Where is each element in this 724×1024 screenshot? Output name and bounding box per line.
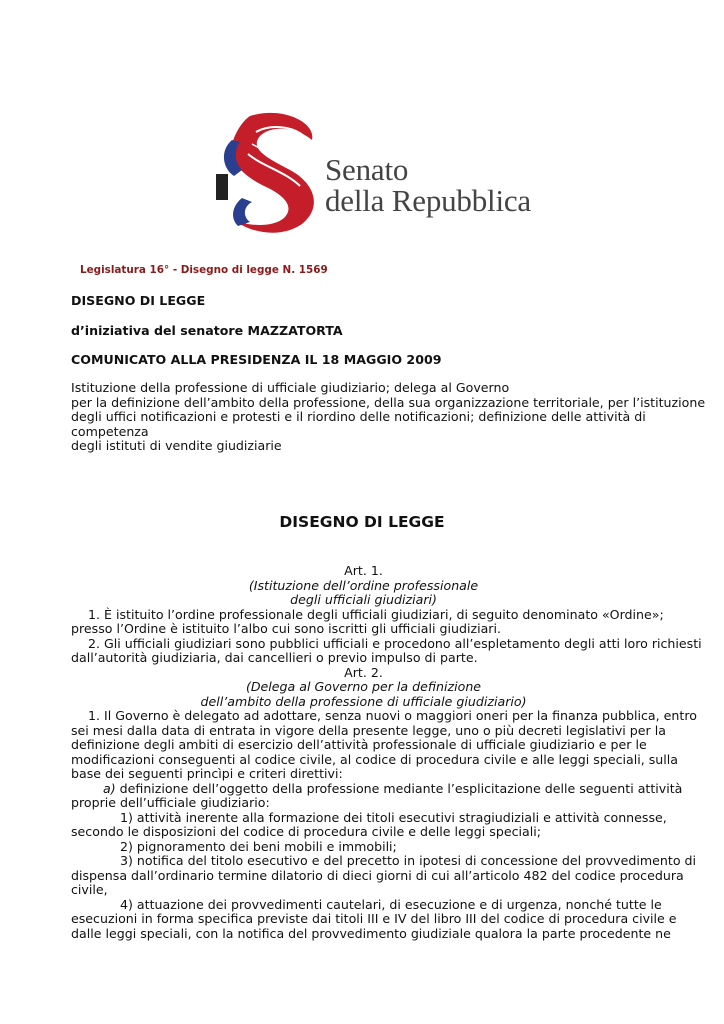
art2-p1: 1. Il Governo è delegato ad adottare, senza nuovi o maggiori oneri per la finanza pubblica, entro [88,708,697,723]
art2-subtitle: (Delega al Governo per la definizione [245,679,482,694]
item-2: 2) pignoramento dei beni mobili e immobili; [120,838,397,854]
initiative-line: d’iniziativa del senatore MAZZATORTA [71,323,343,338]
item-3: 3) notifica del titolo esecutivo e del precetto in ipotesi di concessione del provvedimento di [120,853,697,868]
summary-line: per la definizione dell’ambito della professione, della sua organizzazione territoriale, per l’istituzione [71,394,706,410]
art2-p1: sei mesi dalla data di entrata in vigore della presente legge, uno o più decreti legislativi per la [71,722,666,738]
senato-logo [212,110,532,238]
item-3: dispensa dall’ordinario termine dilatorio di dieci giorni di cui all’articolo 482 del codice procedura [71,867,684,883]
item-4: 4) attuazione dei provvedimenti cautelari, di esecuzione e di urgenza, nonché tutte le [120,896,662,912]
item-4: esecuzioni in forma specifica previste dai titoli III e IV del libro III del codice di procedura civile e [71,911,677,926]
letter-a-label: a) [103,780,116,796]
art2-p1: modificazioni conseguenti al codice civile, al codice di procedura civile e alle leggi speciali, sulla [71,751,678,767]
letter-a-text: definizione dell’oggetto della professione mediante l’esplicitazione delle seguenti attività [115,780,683,796]
logo-senato: Senato [325,152,409,187]
articles [71,563,702,941]
art1-p2: dall’autorità giudiziaria, dai cancellieri o previo impulso di parte. [71,650,478,665]
legislature-line: Legislatura 16° - Disegno di legge N. 1569 [80,264,328,276]
art2-subtitle: dell’ambito della professione di ufficiale giudiziario) [200,693,527,709]
item-3: civile, [71,882,108,897]
art1-p1: 1. È istituito l’ordine professionale degli ufficiali giudiziari, di seguito denominato «Ordine»; [88,606,664,622]
bill-summary [71,380,706,454]
art2-heading: Art. 2. [344,664,383,680]
art1-p1: presso l’Ordine è istituito l’albo cui sono iscritti gli ufficiali giudiziari. [71,621,501,636]
art2-p1: base dei seguenti princìpi e criteri direttivi: [71,766,343,781]
art1-p2: 2. Gli ufficiali giudiziari sono pubblici ufficiali e procedono all’espletamento degli atti loro richiesti [88,635,702,651]
item-4: dalle leggi speciali, con la notifica del provvedimento giudiziale qualora la parte procedente ne [71,925,671,941]
item-1: 1) attività inerente alla formazione dei titoli esecutivi stragiudiziali e attività connesse, [120,809,667,825]
letter-a [71,780,683,797]
summary-line: Istituzione della professione di ufficiale giudiziario; delega al Governo [71,380,510,395]
art1-subtitle: (Istituzione dell’ordine professionale [248,577,479,593]
senato-emblem-icon [212,110,324,238]
summary-line: degli uffici notificazioni e protesti e il riordino delle notificazioni; definizione delle attività di [71,409,646,424]
logo-della-repubblica: della Repubblica [325,183,531,218]
main-title: DISEGNO DI LEGGE [279,513,445,531]
summary-line: competenza [71,423,149,439]
letter-a-cont: proprie dell’ufficiale giudiziario: [71,795,270,810]
communicated-line: COMUNICATO ALLA PRESIDENZA IL 18 MAGGIO 2009 [71,352,442,367]
summary-line: degli istituti di vendite giudiziarie [71,438,282,453]
doc-type: DISEGNO DI LEGGE [71,293,206,308]
art1-heading: Art. 1. [344,563,383,578]
item-1: secondo le disposizioni del codice di procedura civile e delle leggi speciali; [71,824,541,839]
art2-p1: definizione degli ambiti di esercizio dell’attività professionale di ufficiale giudiziario e per le [71,737,647,752]
art1-subtitle: degli ufficiali giudiziari) [290,592,437,607]
